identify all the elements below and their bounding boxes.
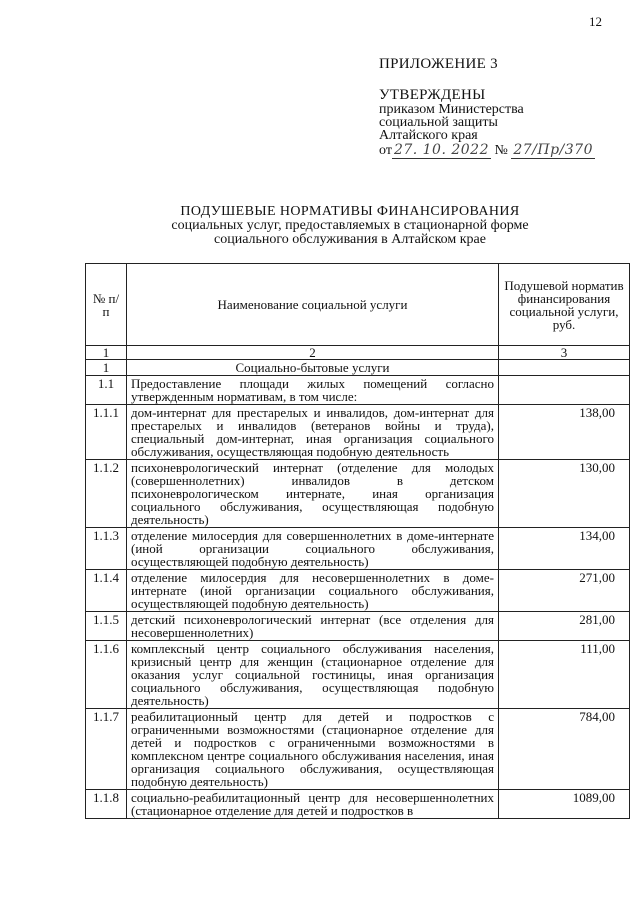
approval-block bbox=[379, 56, 629, 159]
row-value: 134,00 bbox=[499, 528, 630, 570]
row-value: 1089,00 bbox=[499, 790, 630, 819]
table-row bbox=[86, 460, 630, 528]
section-value bbox=[499, 360, 630, 376]
table-row bbox=[86, 641, 630, 709]
header-value: Подушевой норматив финансирования социальной услуги, руб. bbox=[499, 264, 630, 346]
row-num: 1.1.4 bbox=[86, 570, 127, 612]
row-value: 130,00 bbox=[499, 460, 630, 528]
handwritten-date: 27. 10. 2022 bbox=[393, 142, 489, 158]
table-row bbox=[86, 405, 630, 460]
row-name: комплексный центр социального обслуживания населения, кризисный центр для женщин (стационарное отделение для оказания услуг социальной гостиницы, иная организация социального обслуживания, осуществляющая подобную деятельность) bbox=[127, 641, 499, 709]
table-row bbox=[86, 612, 630, 641]
approved-label: УТВЕРЖДЕНЫ bbox=[379, 87, 486, 103]
row-num: 1.1.8 bbox=[86, 790, 127, 819]
norms-table bbox=[85, 263, 630, 819]
handwritten-number: 27/Пр/370 bbox=[513, 142, 593, 158]
table-header-row bbox=[86, 264, 630, 346]
row-value bbox=[499, 376, 630, 405]
row-num: 1.1.6 bbox=[86, 641, 127, 709]
table-row bbox=[86, 790, 630, 819]
date-prefix: от bbox=[379, 143, 392, 158]
approval-line: Алтайского края bbox=[379, 128, 478, 143]
table-row bbox=[86, 709, 630, 790]
row-num: 1.1.3 bbox=[86, 528, 127, 570]
row-name: отделение милосердия для совершеннолетних в доме-интернате (иной организации социального обслуживания, осуществляющей подобную деятельность) bbox=[127, 528, 499, 570]
row-name: детский психоневрологический интернат (все отделения для несовершеннолетних) bbox=[127, 612, 499, 641]
document-title bbox=[100, 204, 600, 247]
section-num: 1 bbox=[86, 360, 127, 376]
approval-line: приказом Министерства bbox=[379, 102, 524, 117]
section-row bbox=[86, 360, 630, 376]
section-name: Социально-бытовые услуги bbox=[127, 360, 499, 376]
header-num: № п/п bbox=[86, 264, 127, 346]
row-num: 1.1.1 bbox=[86, 405, 127, 460]
row-num: 1.1.5 bbox=[86, 612, 127, 641]
header-name: Наименование социальной услуги bbox=[127, 264, 499, 346]
row-value: 281,00 bbox=[499, 612, 630, 641]
column-number: 3 bbox=[499, 346, 630, 360]
row-name: реабилитационный центр для детей и подростков с ограниченными возможностями (стационарное отделение для детей и подростков с ограниченными возможностями в комплексном центре социального обслуживания населения, иная организация социального обслуживания, осуществляющая подобную деятельность) bbox=[127, 709, 499, 790]
row-name: Предоставление площади жилых помещений согласно утвержденным нормативам, в том числе: bbox=[127, 376, 499, 405]
row-value: 111,00 bbox=[499, 641, 630, 709]
title-line-1: ПОДУШЕВЫЕ НОРМАТИВЫ ФИНАНСИРОВАНИЯ bbox=[180, 204, 520, 219]
column-number: 1 bbox=[86, 346, 127, 360]
row-num: 1.1 bbox=[86, 376, 127, 405]
row-name: отделение милосердия для несовершеннолетних в доме-интернате (иной организации социального обслуживания, осуществляющей подобную деятельность) bbox=[127, 570, 499, 612]
row-name: дом-интернат для престарелых и инвалидов, дом-интернат для престарелых и инвалидов (ветеранов войны и труда), специальный дом-интернат, иная организация социального обслуживания, осуществляющая подобную деятельность bbox=[127, 405, 499, 460]
table-row bbox=[86, 528, 630, 570]
row-num: 1.1.7 bbox=[86, 709, 127, 790]
page-number: 12 bbox=[589, 14, 602, 29]
number-prefix: № bbox=[494, 143, 508, 158]
column-number: 2 bbox=[127, 346, 499, 360]
approval-line: социальной защиты bbox=[379, 115, 498, 130]
order-date-number bbox=[379, 142, 629, 159]
row-name: психоневрологический интернат (отделение для молодых (совершеннолетних) инвалидов в детском психоневрологическом интернате, иная организация социального обслуживания, осуществляющая подобную деятельность) bbox=[127, 460, 499, 528]
column-numbers-row bbox=[86, 346, 630, 360]
row-value: 271,00 bbox=[499, 570, 630, 612]
row-num: 1.1.2 bbox=[86, 460, 127, 528]
row-value: 138,00 bbox=[499, 405, 630, 460]
title-line-3: социального обслуживания в Алтайском крае bbox=[214, 232, 486, 247]
title-line-2: социальных услуг, предоставляемых в стационарной форме bbox=[171, 218, 529, 233]
table-row bbox=[86, 570, 630, 612]
appendix-title: ПРИЛОЖЕНИЕ 3 bbox=[379, 56, 498, 72]
table-row bbox=[86, 376, 630, 405]
row-value: 784,00 bbox=[499, 709, 630, 790]
row-name: социально-реабилитационный центр для несовершеннолетних (стационарное отделение для детей и подростков в bbox=[127, 790, 499, 819]
